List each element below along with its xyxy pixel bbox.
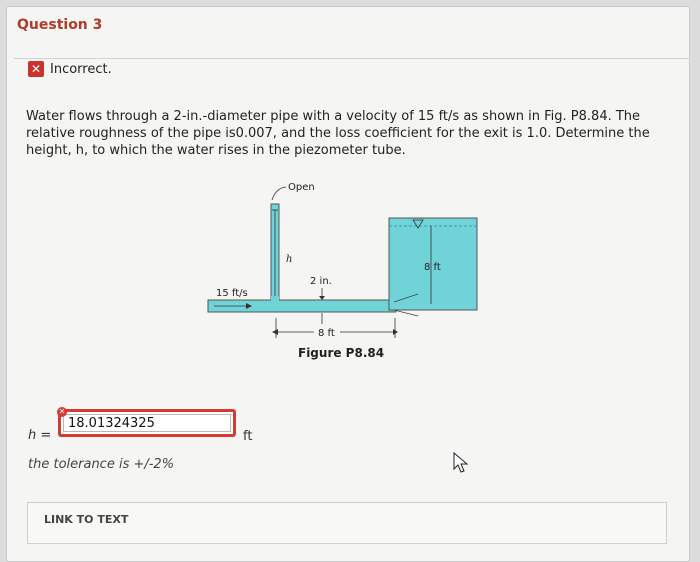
link-section xyxy=(27,502,667,544)
answer-unit: ft xyxy=(243,429,253,444)
figure-p8-84 xyxy=(206,178,491,364)
figure-caption: Figure P8.84 xyxy=(298,346,385,360)
question-header xyxy=(14,14,690,59)
close-icon: ✕ xyxy=(28,61,44,77)
distance-label: 2 in. xyxy=(310,276,332,287)
open-label: Open xyxy=(288,182,315,193)
status-row xyxy=(28,60,112,78)
mouse-cursor-icon xyxy=(452,452,470,474)
question-title: Question 3 xyxy=(17,17,103,33)
answer-label: h = xyxy=(28,428,52,443)
answer-input[interactable] xyxy=(63,414,231,432)
tolerance-note: the tolerance is +/-2% xyxy=(28,457,175,472)
h-label: h xyxy=(286,254,293,265)
length-label: 8 ft xyxy=(318,328,335,339)
open-pointer xyxy=(272,187,286,200)
status-text: Incorrect. xyxy=(50,61,112,77)
problem-statement: Water flows through a 2-in.-diameter pipe with a velocity of 15 ft/s as shown in Fig. P8.84. The relative roughness of the pipe is0.007, and the loss coefficient for the exit is 1.0. Determine the height, h, to which the water rises in the piezometer tube. xyxy=(26,109,650,158)
tank-depth-label: 8 ft xyxy=(424,262,441,273)
link-to-text-button[interactable]: LINK TO TEXT xyxy=(44,513,129,526)
error-icon: ✕ xyxy=(58,407,66,416)
velocity-label: 15 ft/s xyxy=(216,288,248,299)
answer-field-wrapper xyxy=(58,409,236,437)
pipe-diagram xyxy=(206,178,491,364)
